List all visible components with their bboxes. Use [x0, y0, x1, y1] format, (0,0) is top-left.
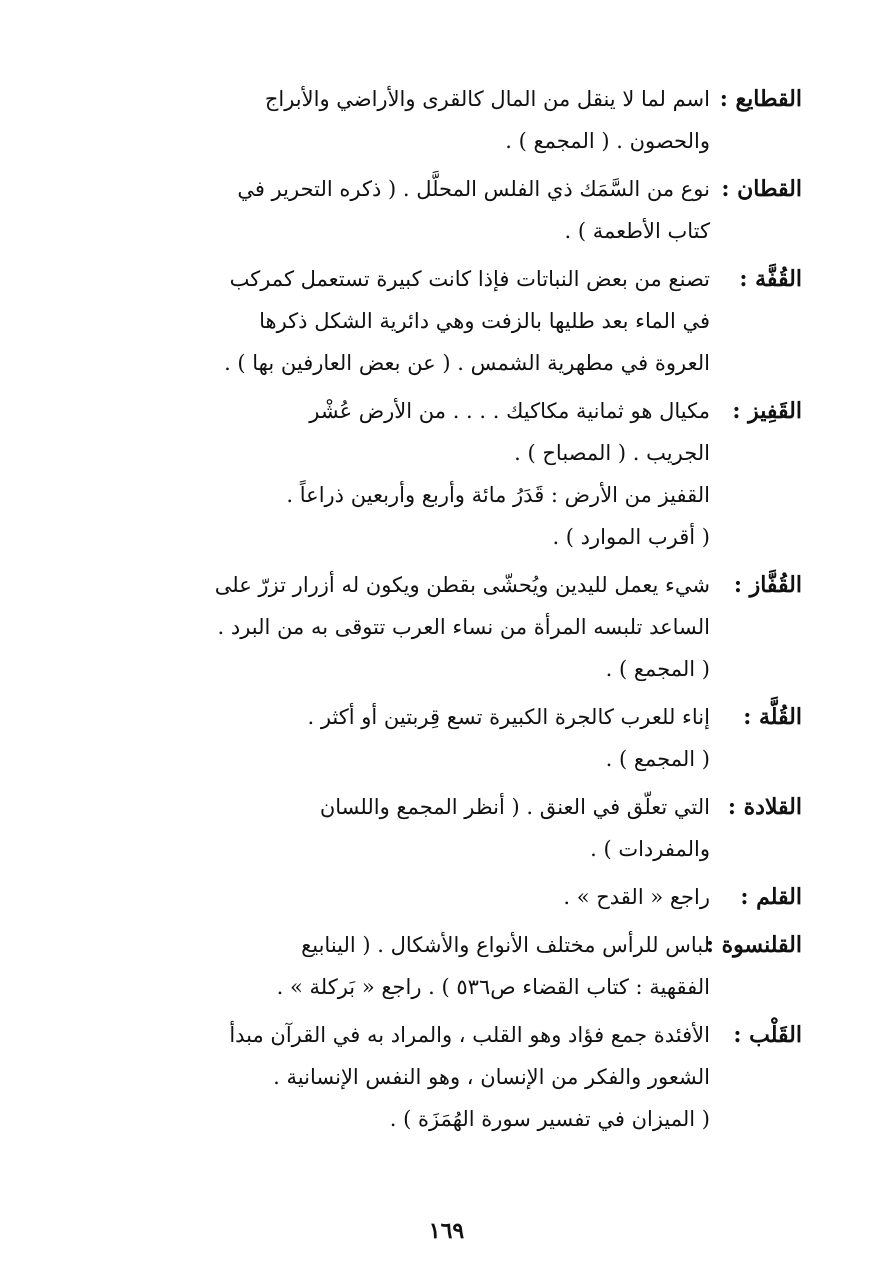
entry-definition — [92, 924, 710, 1008]
definition-line: ( أقرب الموارد ) . — [552, 525, 710, 549]
entry-term: القَلْب : — [733, 1022, 802, 1048]
entry-term: القُفَّاز : — [733, 572, 802, 598]
entry-term: القُلَّة : — [743, 704, 802, 730]
definition-line: الفقهية : كتاب القضاء ص٥٣٦ ) . راجع « بَركلة » . — [276, 975, 710, 999]
definition-line: ( الميزان في تفسير سورة الهُمَزَة ) . — [389, 1107, 710, 1131]
glossary-entry — [92, 258, 802, 384]
entry-definition — [92, 390, 710, 558]
definition-line: والحصون . ( المجمع ) . — [505, 129, 710, 153]
entry-term: القلنسوة : — [705, 932, 802, 958]
glossary-entries — [92, 78, 802, 1146]
entry-definition — [92, 168, 710, 252]
definition-line: كتاب الأطعمة ) . — [564, 219, 710, 243]
glossary-entry — [92, 1014, 802, 1140]
entry-definition — [92, 1014, 710, 1140]
definition-line: التي تعلّق في العنق . ( أنظر المجمع واللسان — [319, 795, 710, 819]
definition-line: نوع من السَّمَك ذي الفلس المحلَّل . ( ذكره التحرير في — [237, 177, 710, 201]
definition-line: الشعور والفكر من الإنسان ، وهو النفس الإنسانية . — [273, 1065, 710, 1089]
entry-term: القلادة : — [727, 794, 802, 820]
glossary-entry — [92, 876, 802, 918]
entry-definition — [92, 78, 710, 162]
definition-line: القفيز من الأرض : قَدَرُ مائة وأربع وأربعين ذراعاً . — [286, 483, 710, 507]
definition-line: في الماء بعد طليها بالزفت وهي دائرية الشكل ذكرها — [259, 309, 710, 333]
definition-line: إناء للعرب كالجرة الكبيرة تسع قِربتين أو أكثر . — [307, 705, 710, 729]
glossary-entry — [92, 78, 802, 162]
entry-definition — [92, 258, 710, 384]
glossary-entry — [92, 786, 802, 870]
definition-line: اسم لما لا ينقل من المال كالقرى والأراضي والأبراج — [264, 87, 710, 111]
definition-line: والمفردات ) . — [590, 837, 710, 861]
entry-definition — [92, 696, 710, 780]
page-number: ١٦٩ — [428, 1218, 465, 1244]
entry-definition — [92, 876, 710, 918]
definition-line: العروة في مطهرية الشمس . ( عن بعض العارفين بها ) . — [224, 351, 710, 375]
definition-line: الجريب . ( المصباح ) . — [514, 441, 710, 465]
definition-line: الساعد تلبسه المرأة من نساء العرب تتوقى به من البرد . — [217, 615, 710, 639]
entry-term: القَفِيز : — [732, 398, 802, 424]
entry-definition — [92, 786, 710, 870]
definition-line: ( المجمع ) . — [605, 657, 710, 681]
glossary-entry — [92, 696, 802, 780]
glossary-entry — [92, 168, 802, 252]
entry-definition — [92, 564, 710, 690]
definition-line: لباس للرأس مختلف الأنواع والأشكال . ( الينابيع — [301, 933, 710, 957]
glossary-entry — [92, 390, 802, 558]
entry-term: القُفَّة : — [739, 266, 802, 292]
definition-line: ( المجمع ) . — [605, 747, 710, 771]
definition-line: الأفئدة جمع فؤاد وهو القلب ، والمراد به في القرآن مبدأ — [229, 1023, 710, 1047]
entry-term: القطايع : — [719, 86, 802, 112]
glossary-entry — [92, 924, 802, 1008]
definition-line: راجع « القدح » . — [563, 885, 710, 909]
glossary-entry — [92, 564, 802, 690]
entry-term: القلم : — [740, 884, 802, 910]
definition-line: شيء يعمل لليدين ويُحشّى بقطن ويكون له أزرار تزرّ على — [214, 573, 710, 597]
definition-line: مكيال هو ثمانية مكاكيك . . . . من الأرض عُشْر — [309, 399, 710, 423]
entry-term: القطان : — [721, 176, 802, 202]
definition-line: تصنع من بعض النباتات فإذا كانت كبيرة تستعمل كمركب — [229, 267, 710, 291]
